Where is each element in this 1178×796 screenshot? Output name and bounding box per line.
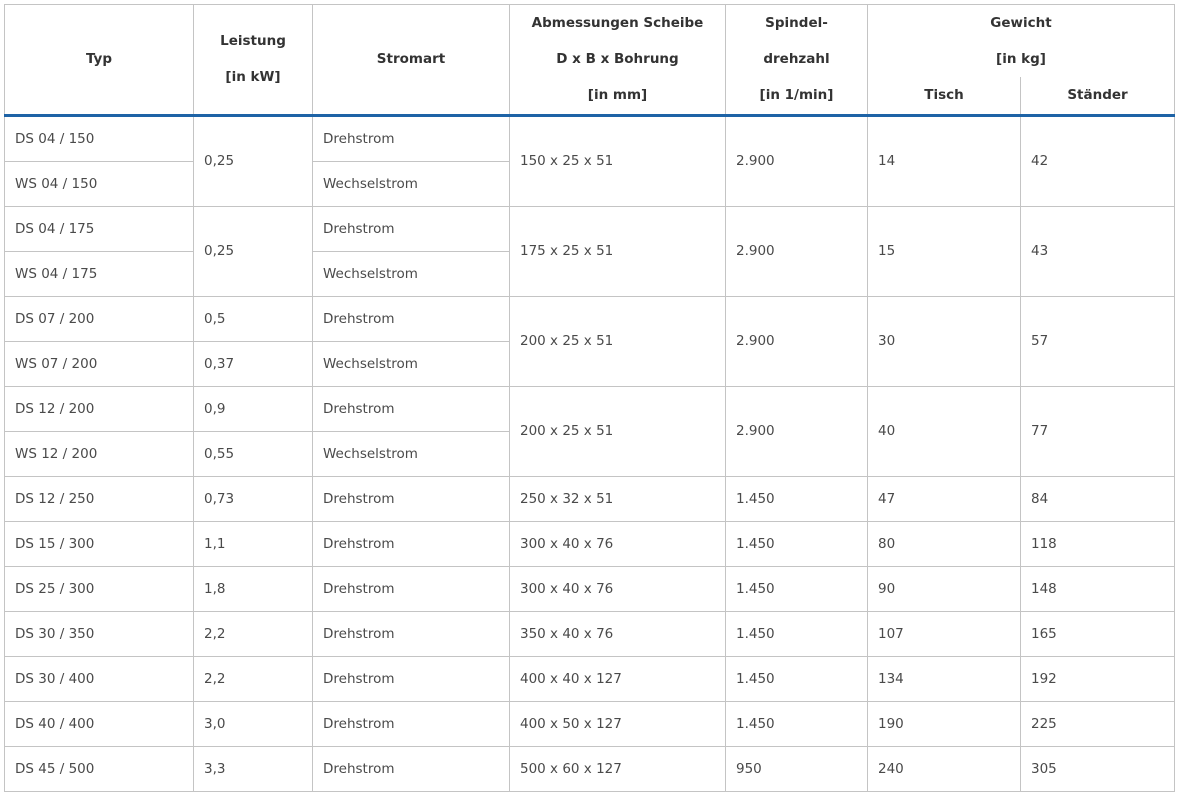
- header-staender: [1021, 77, 1175, 115]
- header-staender-label: Ständer: [1067, 87, 1128, 104]
- spec-table: [4, 4, 1175, 792]
- cell-drehzahl: 2.900: [726, 296, 868, 386]
- cell-drehzahl: 1.450: [726, 701, 868, 746]
- cell-abmessungen: 200 x 25 x 51: [510, 296, 726, 386]
- cell-gewicht-staender: 305: [1021, 746, 1175, 791]
- cell-typ: DS 12 / 250: [5, 476, 194, 521]
- table-row: [5, 476, 1175, 521]
- table-row: [5, 611, 1175, 656]
- cell-stromart: Wechselstrom: [313, 251, 510, 296]
- cell-drehzahl: 1.450: [726, 521, 868, 566]
- header-spindel-line-2: drehzahl: [763, 51, 830, 68]
- cell-abmessungen: 400 x 50 x 127: [510, 701, 726, 746]
- cell-gewicht-staender: 57: [1021, 296, 1175, 386]
- table-row: [5, 701, 1175, 746]
- cell-leistung: 3,0: [194, 701, 313, 746]
- cell-typ: DS 04 / 175: [5, 206, 194, 251]
- header-tisch-label: Tisch: [924, 87, 964, 104]
- header-spindeldrehzahl: [726, 5, 868, 116]
- cell-gewicht-tisch: 30: [868, 296, 1021, 386]
- cell-stromart: Drehstrom: [313, 746, 510, 791]
- table-body: [5, 115, 1175, 791]
- header-spindel-line-1: Spindel-: [765, 15, 828, 32]
- cell-stromart: Wechselstrom: [313, 161, 510, 206]
- cell-stromart: Wechselstrom: [313, 431, 510, 476]
- cell-gewicht-tisch: 134: [868, 656, 1021, 701]
- cell-drehzahl: 1.450: [726, 611, 868, 656]
- cell-leistung: 0,73: [194, 476, 313, 521]
- cell-stromart: Drehstrom: [313, 701, 510, 746]
- cell-stromart: Drehstrom: [313, 656, 510, 701]
- cell-leistung: 0,5: [194, 296, 313, 341]
- header-leistung-line-1: Leistung: [220, 33, 286, 50]
- cell-abmessungen: 150 x 25 x 51: [510, 115, 726, 206]
- cell-gewicht-staender: 77: [1021, 386, 1175, 476]
- header-spindel-line-3: [in 1/min]: [759, 87, 834, 104]
- cell-gewicht-tisch: 107: [868, 611, 1021, 656]
- cell-drehzahl: 2.900: [726, 206, 868, 296]
- cell-typ: WS 04 / 175: [5, 251, 194, 296]
- cell-gewicht-tisch: 15: [868, 206, 1021, 296]
- cell-leistung: 1,1: [194, 521, 313, 566]
- cell-typ: WS 12 / 200: [5, 431, 194, 476]
- table-row: [5, 656, 1175, 701]
- cell-drehzahl: 1.450: [726, 476, 868, 521]
- cell-leistung: 3,3: [194, 746, 313, 791]
- cell-typ: WS 07 / 200: [5, 341, 194, 386]
- cell-leistung: 0,25: [194, 206, 313, 296]
- cell-drehzahl: 2.900: [726, 386, 868, 476]
- header-abmessungen-line-1: Abmessungen Scheibe: [531, 15, 704, 32]
- header-typ: [5, 5, 194, 116]
- header-leistung-line-2: [in kW]: [225, 69, 281, 86]
- cell-stromart: Drehstrom: [313, 296, 510, 341]
- header-abmessungen-line-2: D x B x Bohrung: [556, 51, 679, 68]
- header-tisch: [868, 77, 1021, 115]
- cell-gewicht-staender: 42: [1021, 115, 1175, 206]
- cell-typ: WS 04 / 150: [5, 161, 194, 206]
- cell-gewicht-tisch: 47: [868, 476, 1021, 521]
- table-row: [5, 115, 1175, 161]
- header-stromart-label: Stromart: [376, 51, 446, 68]
- cell-gewicht-tisch: 240: [868, 746, 1021, 791]
- cell-abmessungen: 350 x 40 x 76: [510, 611, 726, 656]
- table-row: [5, 566, 1175, 611]
- cell-leistung: 1,8: [194, 566, 313, 611]
- header-typ-label: Typ: [85, 51, 113, 68]
- cell-abmessungen: 175 x 25 x 51: [510, 206, 726, 296]
- cell-stromart: Drehstrom: [313, 521, 510, 566]
- cell-abmessungen: 500 x 60 x 127: [510, 746, 726, 791]
- cell-abmessungen: 300 x 40 x 76: [510, 521, 726, 566]
- cell-gewicht-staender: 165: [1021, 611, 1175, 656]
- cell-typ: DS 12 / 200: [5, 386, 194, 431]
- cell-abmessungen: 400 x 40 x 127: [510, 656, 726, 701]
- cell-stromart: Drehstrom: [313, 206, 510, 251]
- cell-leistung: 0,25: [194, 115, 313, 206]
- cell-stromart: Drehstrom: [313, 476, 510, 521]
- cell-gewicht-staender: 148: [1021, 566, 1175, 611]
- cell-drehzahl: 1.450: [726, 566, 868, 611]
- cell-stromart: Drehstrom: [313, 611, 510, 656]
- cell-gewicht-staender: 118: [1021, 521, 1175, 566]
- cell-stromart: Drehstrom: [313, 566, 510, 611]
- header-leistung: [194, 5, 313, 116]
- table-row: [5, 746, 1175, 791]
- cell-leistung: 0,9: [194, 386, 313, 431]
- cell-stromart: Drehstrom: [313, 386, 510, 431]
- cell-typ: DS 30 / 400: [5, 656, 194, 701]
- cell-abmessungen: 200 x 25 x 51: [510, 386, 726, 476]
- cell-gewicht-staender: 192: [1021, 656, 1175, 701]
- header-gewicht-line-2: [in kg]: [996, 51, 1046, 67]
- cell-gewicht-tisch: 80: [868, 521, 1021, 566]
- cell-typ: DS 04 / 150: [5, 115, 194, 161]
- cell-gewicht-tisch: 190: [868, 701, 1021, 746]
- cell-drehzahl: 1.450: [726, 656, 868, 701]
- cell-typ: DS 40 / 400: [5, 701, 194, 746]
- cell-stromart: Wechselstrom: [313, 341, 510, 386]
- table-header: [5, 5, 1175, 116]
- header-abmessungen-line-3: [in mm]: [587, 87, 648, 104]
- cell-gewicht-staender: 225: [1021, 701, 1175, 746]
- cell-typ: DS 15 / 300: [5, 521, 194, 566]
- cell-typ: DS 30 / 350: [5, 611, 194, 656]
- cell-typ: DS 45 / 500: [5, 746, 194, 791]
- table-row: [5, 386, 1175, 431]
- table-row: [5, 296, 1175, 341]
- cell-drehzahl: 2.900: [726, 115, 868, 206]
- cell-abmessungen: 250 x 32 x 51: [510, 476, 726, 521]
- header-gewicht-line-1: Gewicht: [990, 15, 1052, 31]
- cell-gewicht-staender: 84: [1021, 476, 1175, 521]
- cell-typ: DS 07 / 200: [5, 296, 194, 341]
- cell-typ: DS 25 / 300: [5, 566, 194, 611]
- cell-stromart: Drehstrom: [313, 115, 510, 161]
- cell-gewicht-tisch: 14: [868, 115, 1021, 206]
- header-stromart: [313, 5, 510, 116]
- table-row: [5, 521, 1175, 566]
- header-gewicht: [868, 5, 1175, 78]
- cell-gewicht-tisch: 90: [868, 566, 1021, 611]
- cell-drehzahl: 950: [726, 746, 868, 791]
- cell-abmessungen: 300 x 40 x 76: [510, 566, 726, 611]
- cell-leistung: 0,55: [194, 431, 313, 476]
- cell-leistung: 0,37: [194, 341, 313, 386]
- cell-gewicht-staender: 43: [1021, 206, 1175, 296]
- cell-leistung: 2,2: [194, 656, 313, 701]
- table-row: [5, 206, 1175, 251]
- header-abmessungen: [510, 5, 726, 116]
- cell-leistung: 2,2: [194, 611, 313, 656]
- cell-gewicht-tisch: 40: [868, 386, 1021, 476]
